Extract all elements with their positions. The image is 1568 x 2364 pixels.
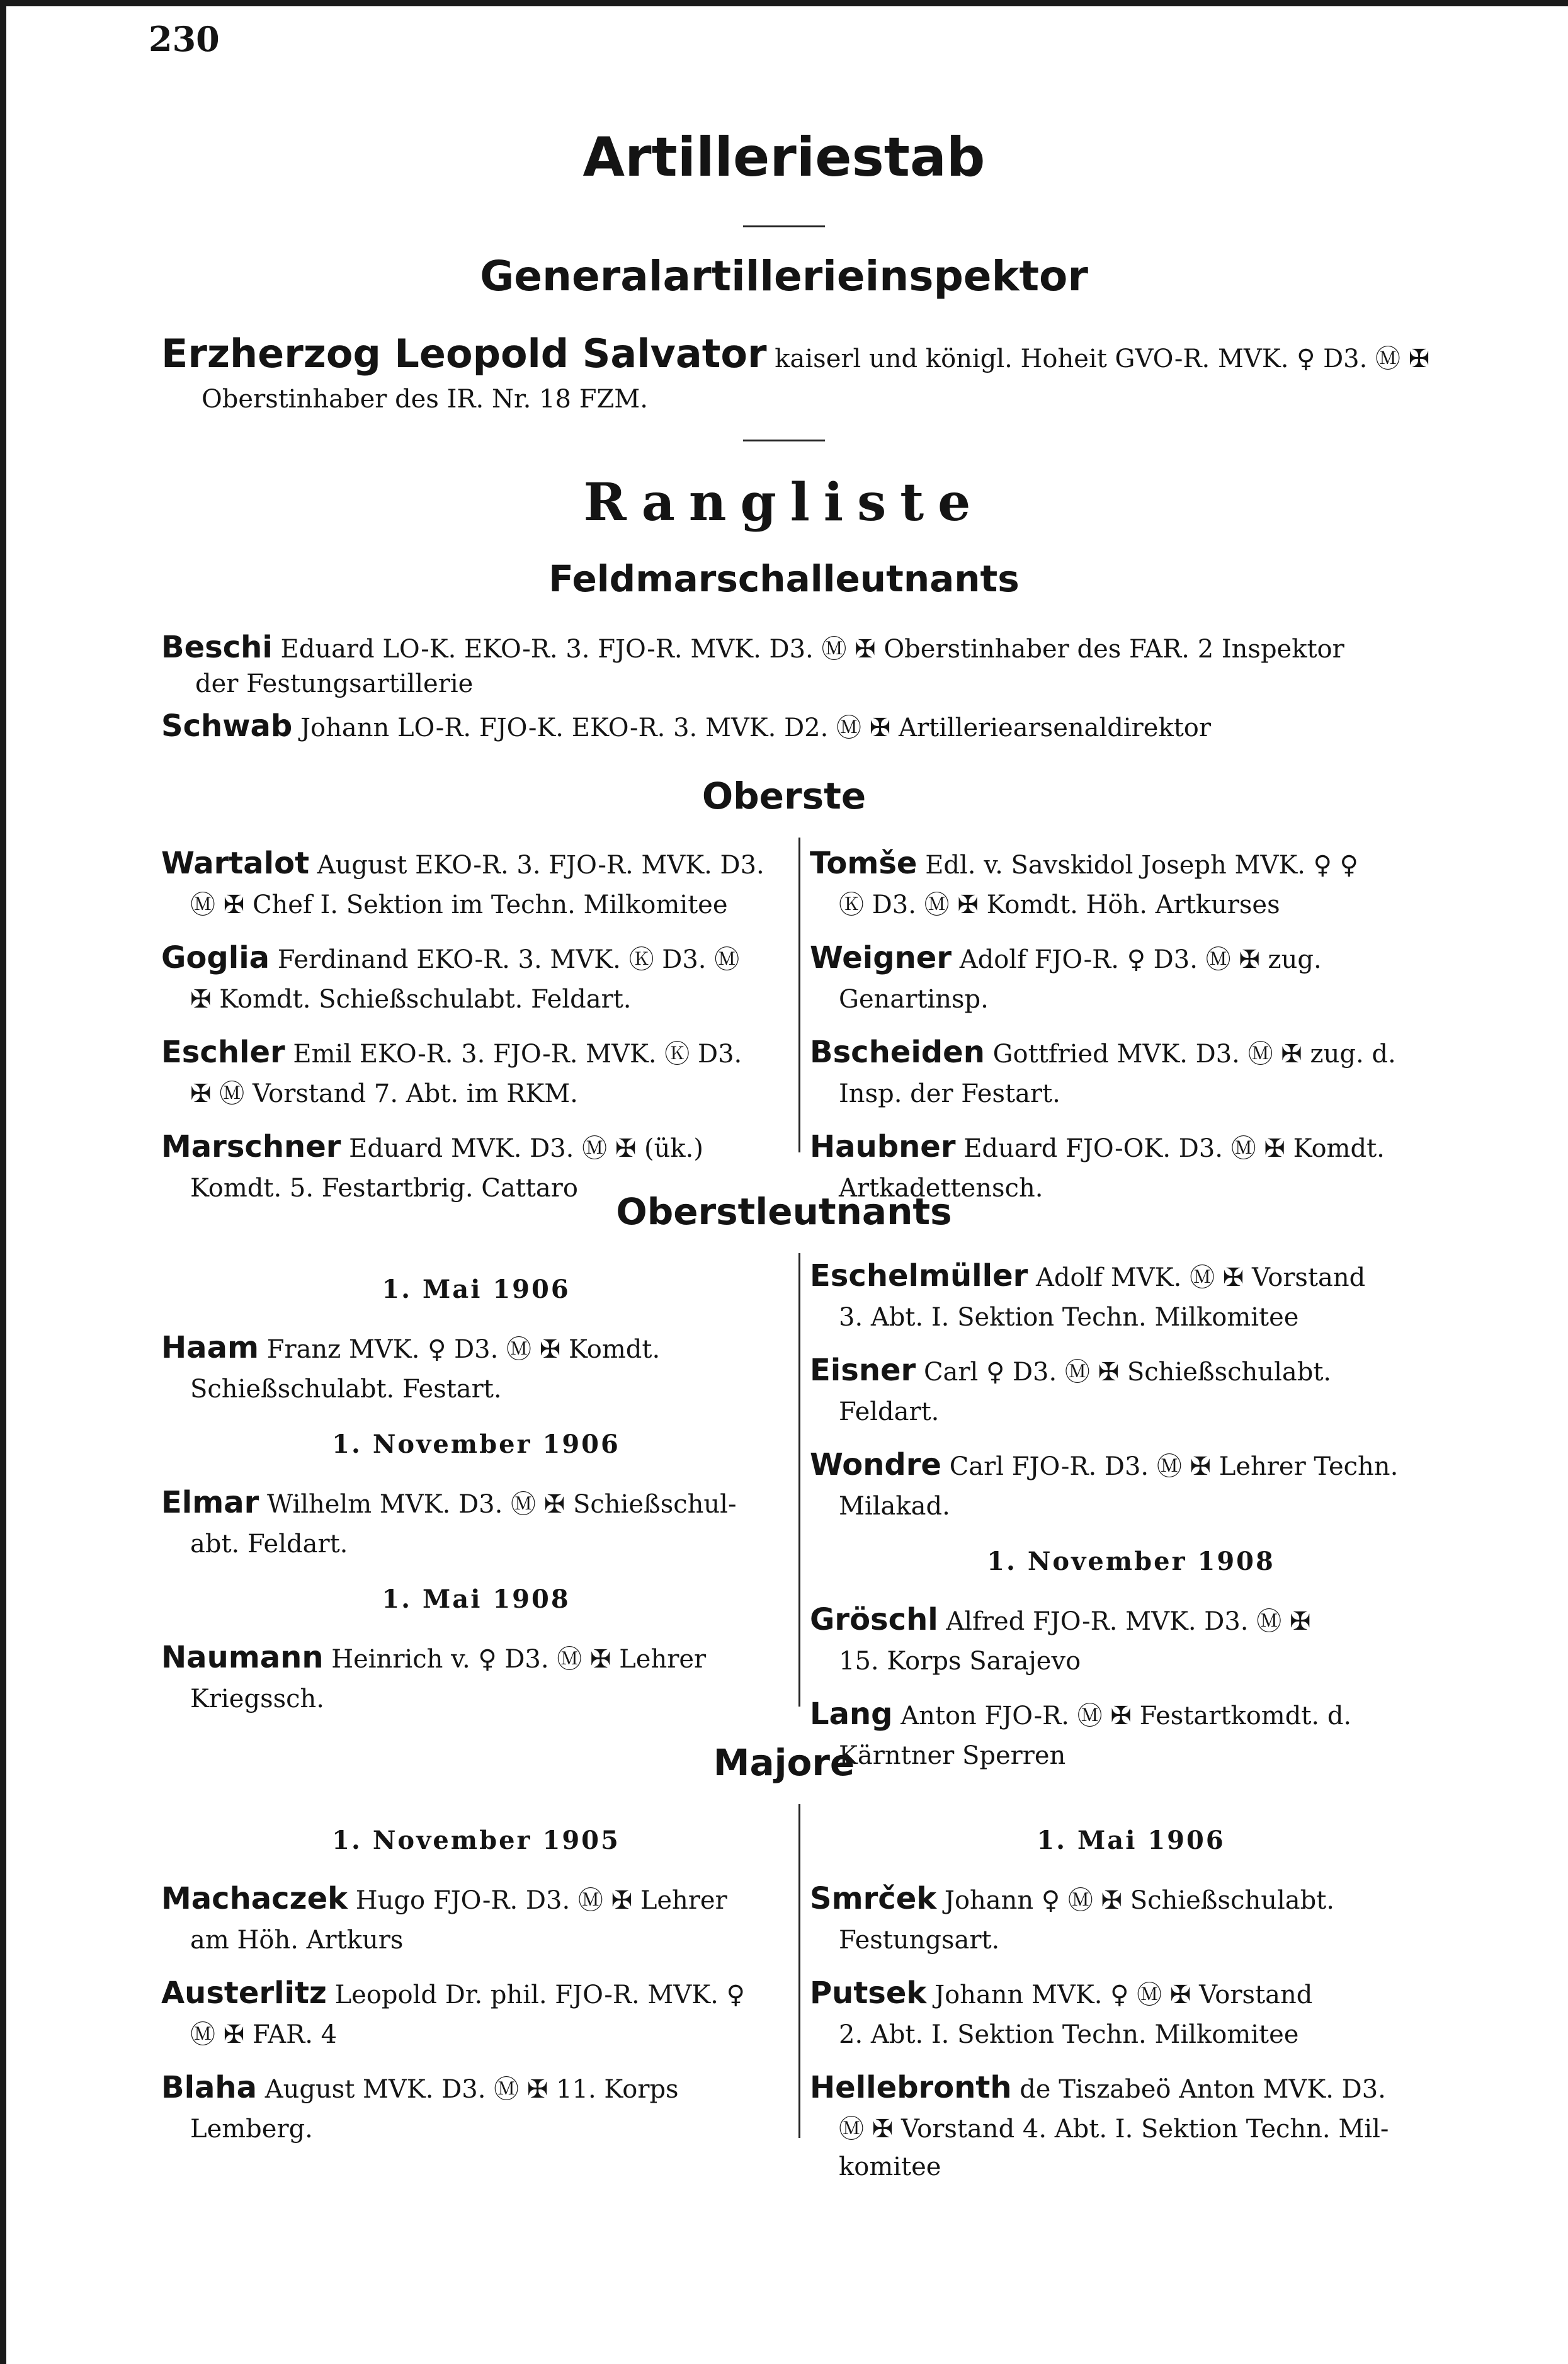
- entry-details: Gottfried MVK. D3. Ⓜ ✠ zug. d.: [992, 1040, 1396, 1069]
- entry-cont: Lemberg.: [190, 2115, 313, 2144]
- entry-surname: Haam: [161, 1330, 259, 1365]
- entry-surname: Lang: [810, 1696, 893, 1732]
- list-item: [810, 1970, 1452, 2054]
- entry-surname: Bscheiden: [810, 1035, 985, 1070]
- entry-surname: Elmar: [161, 1485, 259, 1520]
- generalinspektor-entry: [161, 331, 1429, 377]
- oberste-right-column: [810, 841, 1452, 1219]
- entry-details: August EKO-R. 3. FJO-R. MVK. D3.: [317, 851, 764, 880]
- entry-details: Eduard LO-K. EKO-R. 3. FJO-R. MVK. D3. Ⓜ ✠ Oberstinhaber des FAR. 2 Inspektor: [280, 635, 1344, 664]
- entry-details: August MVK. D3. Ⓜ ✠ 11. Korps: [264, 2075, 679, 2104]
- entry-details: Hugo FJO-R. D3. Ⓜ ✠ Lehrer: [355, 1886, 727, 1915]
- entry-details: Carl FJO-R. D3. Ⓜ ✠ Lehrer Techn.: [949, 1452, 1399, 1481]
- entry-surname: Erzherzog Leopold Salvator: [161, 331, 767, 377]
- section-heading-majore: Majore: [713, 1741, 855, 1784]
- oberstleutnants-right-column: [810, 1253, 1452, 1786]
- entry-surname: Putsek: [810, 1975, 927, 2011]
- entry-cont: Ⓜ ✠ Vorstand 4. Abt. I. Sektion Techn. Mil-: [839, 2115, 1389, 2144]
- date-heading: 1. November 1905: [332, 1826, 620, 1855]
- entry-surname: Wartalot: [161, 846, 310, 881]
- entry-surname: Weigner: [810, 940, 952, 975]
- majore-right-column: [810, 1804, 1452, 2197]
- list-item: [161, 1030, 791, 1113]
- entry-details: Anton FJO-R. Ⓜ ✠ Festartkomdt. d.: [900, 1702, 1352, 1730]
- entry-cont: Kriegssch.: [190, 1685, 325, 1713]
- entry-details: Eduard MVK. D3. Ⓜ ✠ (ük.): [349, 1134, 703, 1163]
- entry-details: kaiserl und königl. Hoheit GVO-R. MVK. ♀ D3. Ⓜ ✠: [775, 344, 1430, 373]
- date-heading: 1. Mai 1908: [382, 1584, 571, 1614]
- list-item: [810, 1876, 1452, 1959]
- entry-details: Johann LO-R. FJO-K. EKO-R. 3. MVK. D2. Ⓜ ✠ Artilleriearsenaldirektor: [300, 713, 1211, 742]
- entry-surname: Hellebronth: [810, 2070, 1012, 2105]
- oberste-left-column: [161, 841, 791, 1219]
- column-divider: [798, 1253, 800, 1707]
- scan-border-left: [0, 0, 6, 2364]
- entry-cont: am Höh. Artkurs: [190, 1926, 404, 1955]
- entry-cont: 15. Korps Sarajevo: [839, 1647, 1081, 1676]
- entry-cont: Komdt. 5. Festartbrig. Cattaro: [190, 1174, 578, 1203]
- entry-surname: Marschner: [161, 1129, 341, 1164]
- entry-surname: Blaha: [161, 2070, 257, 2105]
- entry-surname: Tomše: [810, 846, 918, 881]
- list-item: [810, 1348, 1452, 1431]
- list-item: [161, 1970, 791, 2054]
- entry-surname: Haubner: [810, 1129, 956, 1164]
- entry-details: Emil EKO-R. 3. FJO-R. MVK. Ⓚ D3.: [293, 1040, 742, 1069]
- entry-surname: Eschler: [161, 1035, 285, 1070]
- entry-cont: ✠ Komdt. Schießschulabt. Feldart.: [190, 985, 632, 1014]
- entry-details: Carl ♀ D3. Ⓜ ✠ Schießschulabt.: [923, 1358, 1332, 1387]
- feldmarschall-entry: [161, 708, 1211, 745]
- list-item: [810, 1030, 1452, 1113]
- column-divider: [798, 1804, 800, 2138]
- entry-surname: Goglia: [161, 940, 270, 975]
- entry-details: Johann ♀ Ⓜ ✠ Schießschulabt.: [944, 1886, 1335, 1915]
- entry-cont: ✠ Ⓜ Vorstand 7. Abt. im RKM.: [190, 1079, 578, 1108]
- list-item: [161, 1876, 791, 1959]
- list-item: [161, 841, 791, 924]
- entry-details: Edl. v. Savskidol Joseph MVK. ♀ ♀: [925, 851, 1358, 880]
- list-item: [810, 2065, 1452, 2186]
- entry-details: Eduard FJO-OK. D3. Ⓜ ✠ Komdt.: [963, 1134, 1385, 1163]
- entry-cont: Feldart.: [839, 1397, 940, 1426]
- entry-details: Adolf FJO-R. ♀ D3. Ⓜ ✠ zug.: [959, 945, 1322, 974]
- entry-cont: komitee: [839, 2152, 941, 2181]
- entry-cont: Milakad.: [839, 1492, 950, 1521]
- list-item: [161, 1325, 791, 1408]
- page-number: 230: [149, 19, 220, 59]
- rangliste-heading: Rangliste: [583, 472, 985, 533]
- entry-cont: 2. Abt. I. Sektion Techn. Milkomitee: [839, 2020, 1299, 2049]
- section-heading-feldmarschall: Feldmarschalleutnants: [548, 557, 1020, 600]
- entry-details: Franz MVK. ♀ D3. Ⓜ ✠ Komdt.: [266, 1335, 661, 1364]
- list-item: [810, 1253, 1452, 1336]
- page-title: Artilleriestab: [582, 126, 986, 189]
- date-heading: 1. Mai 1906: [1037, 1826, 1225, 1855]
- section-heading-oberste: Oberste: [702, 775, 866, 817]
- list-item: [810, 1442, 1452, 1525]
- entry-surname: Wondre: [810, 1447, 941, 1482]
- date-heading: 1. Mai 1906: [382, 1275, 571, 1304]
- list-item: [161, 1635, 791, 1718]
- list-item: [810, 935, 1452, 1018]
- feldmarschall-entry: [161, 630, 1344, 666]
- entry-surname: Naumann: [161, 1640, 324, 1675]
- entry-details: Alfred FJO-R. MVK. D3. Ⓜ ✠: [946, 1607, 1311, 1636]
- entry-details: Johann MVK. ♀ Ⓜ ✠ Vorstand: [935, 1980, 1313, 2009]
- entry-surname: Smrček: [810, 1881, 937, 1916]
- divider-rule: [743, 440, 825, 441]
- entry-cont: Ⓚ D3. Ⓜ ✠ Komdt. Höh. Artkurses: [839, 890, 1280, 919]
- majore-left-column: [161, 1804, 791, 2159]
- generalinspektor-entry-cont: Oberstinhaber des IR. Nr. 18 FZM.: [202, 385, 648, 414]
- entry-surname: Gröschl: [810, 1602, 938, 1637]
- entry-details: Wilhelm MVK. D3. Ⓜ ✠ Schießschul-: [267, 1490, 737, 1519]
- scan-border-top: [0, 0, 1568, 6]
- entry-surname: Beschi: [161, 630, 273, 665]
- entry-surname: Schwab: [161, 708, 293, 744]
- entry-details: Heinrich v. ♀ D3. Ⓜ ✠ Lehrer: [331, 1645, 707, 1674]
- entry-cont: Ⓜ ✠ Chef I. Sektion im Techn. Milkomitee: [190, 890, 728, 919]
- entry-surname: Austerlitz: [161, 1975, 327, 2011]
- entry-cont: Ⓜ ✠ FAR. 4: [190, 2020, 338, 2049]
- oberstleutnants-left-column: [161, 1253, 791, 1729]
- list-item: [810, 1597, 1452, 1680]
- entry-cont: Insp. der Festart.: [839, 1079, 1060, 1108]
- entry-details: Adolf MVK. Ⓜ ✠ Vorstand: [1036, 1263, 1366, 1292]
- section-heading-generalinspektor: Generalartillerieinspektor: [480, 252, 1088, 300]
- list-item: [161, 2065, 791, 2148]
- entry-cont: Schießschulabt. Festart.: [190, 1375, 502, 1404]
- date-heading: 1. November 1908: [987, 1547, 1275, 1576]
- entry-surname: Machaczek: [161, 1881, 348, 1916]
- entry-details: Leopold Dr. phil. FJO-R. MVK. ♀: [334, 1980, 745, 2009]
- column-divider: [798, 838, 800, 1152]
- entry-cont: Festungsart.: [839, 1926, 1000, 1955]
- list-item: [161, 1480, 791, 1563]
- entry-details: de Tiszabeö Anton MVK. D3.: [1020, 2075, 1386, 2104]
- entry-cont: Kärntner Sperren: [839, 1741, 1066, 1770]
- list-item: [810, 841, 1452, 924]
- entry-cont: abt. Feldart.: [190, 1530, 348, 1559]
- entry-cont: Artkadettensch.: [839, 1174, 1043, 1203]
- feldmarschall-entry-cont: der Festungsartillerie: [195, 669, 474, 698]
- list-item: [161, 935, 791, 1018]
- entry-surname: Eisner: [810, 1353, 916, 1388]
- entry-details: Ferdinand EKO-R. 3. MVK. Ⓚ D3. Ⓜ: [277, 945, 740, 974]
- entry-cont: 3. Abt. I. Sektion Techn. Milkomitee: [839, 1303, 1299, 1332]
- divider-rule: [743, 225, 825, 227]
- section-heading-oberstleutnants: Oberstleutnants: [616, 1190, 952, 1233]
- date-heading: 1. November 1906: [332, 1429, 620, 1459]
- entry-surname: Eschelmüller: [810, 1258, 1028, 1293]
- entry-cont: Genartinsp.: [839, 985, 989, 1014]
